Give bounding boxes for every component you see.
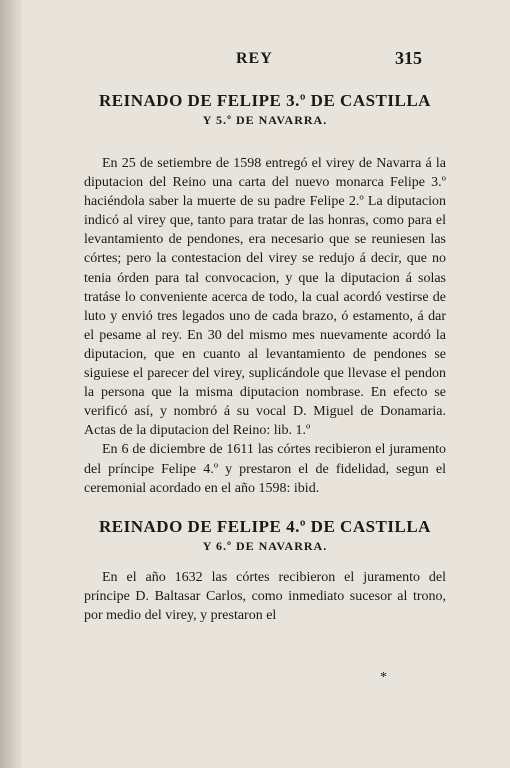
page-number: 315	[395, 48, 422, 68]
catchword-mark: *	[380, 670, 387, 685]
section-subtitle: Y 6.º DE NAVARRA.	[202, 538, 328, 553]
page-header	[86, 50, 422, 72]
page-gutter	[0, 0, 22, 768]
section-subtitle: Y 5.º DE NAVARRA.	[202, 113, 328, 127]
section-title: REINADO DE FELIPE 4.º DE CASTILLA	[99, 516, 431, 536]
paragraph: En 25 de setiembre de 1598 entregó el virey de Navarra á la diputacion del Reino una carta del nuevo monarca Felipe 3.º haciéndola saber la muerte de su padre Felipe 2.º La diputacion indicó al virey que, tanto para tratar de las honras, como para el levantamiento de pendones, era necesario que se reuniesen las córtes; pero la contestacion del virey se redujo á decir, que no tenia órden para tal convocacion, y que la diputacion á solas tratáse lo conveniente acerca de todo, la cual acordó vestirse de luto y envió tres legados uno de cada brazo, ó estamento, á dar el pesame al rey. En 30 del mismo mes nuevamente acordó la diputacion, que en cuanto al levantamiento de pendones se siguiese el parecer del virey, suplicándole que llevase el pendon la persona que la misma diputacion nombrase. En efecto se verificó así, y nombró á su vocal D. Miguel de Donamaria. Actas de la diputacion del Reino: lib. 1.º	[84, 156, 446, 439]
running-head: REY	[236, 50, 273, 67]
page-content	[84, 90, 446, 625]
paragraph: En el año 1632 las córtes recibieron el juramento del príncipe D. Baltasar Carlos, como inmediato sucesor al trono, por medio del virey, y prestaron el	[84, 569, 446, 623]
paragraph: En 6 de diciembre de 1611 las córtes recibieron el juramento del príncipe Felipe 4.º y prestaron el de fidelidad, segun el ceremonial acordado en el año 1598: ibid.	[84, 442, 446, 496]
section-title: REINADO DE FELIPE 3.º DE CASTILLA	[99, 91, 431, 110]
